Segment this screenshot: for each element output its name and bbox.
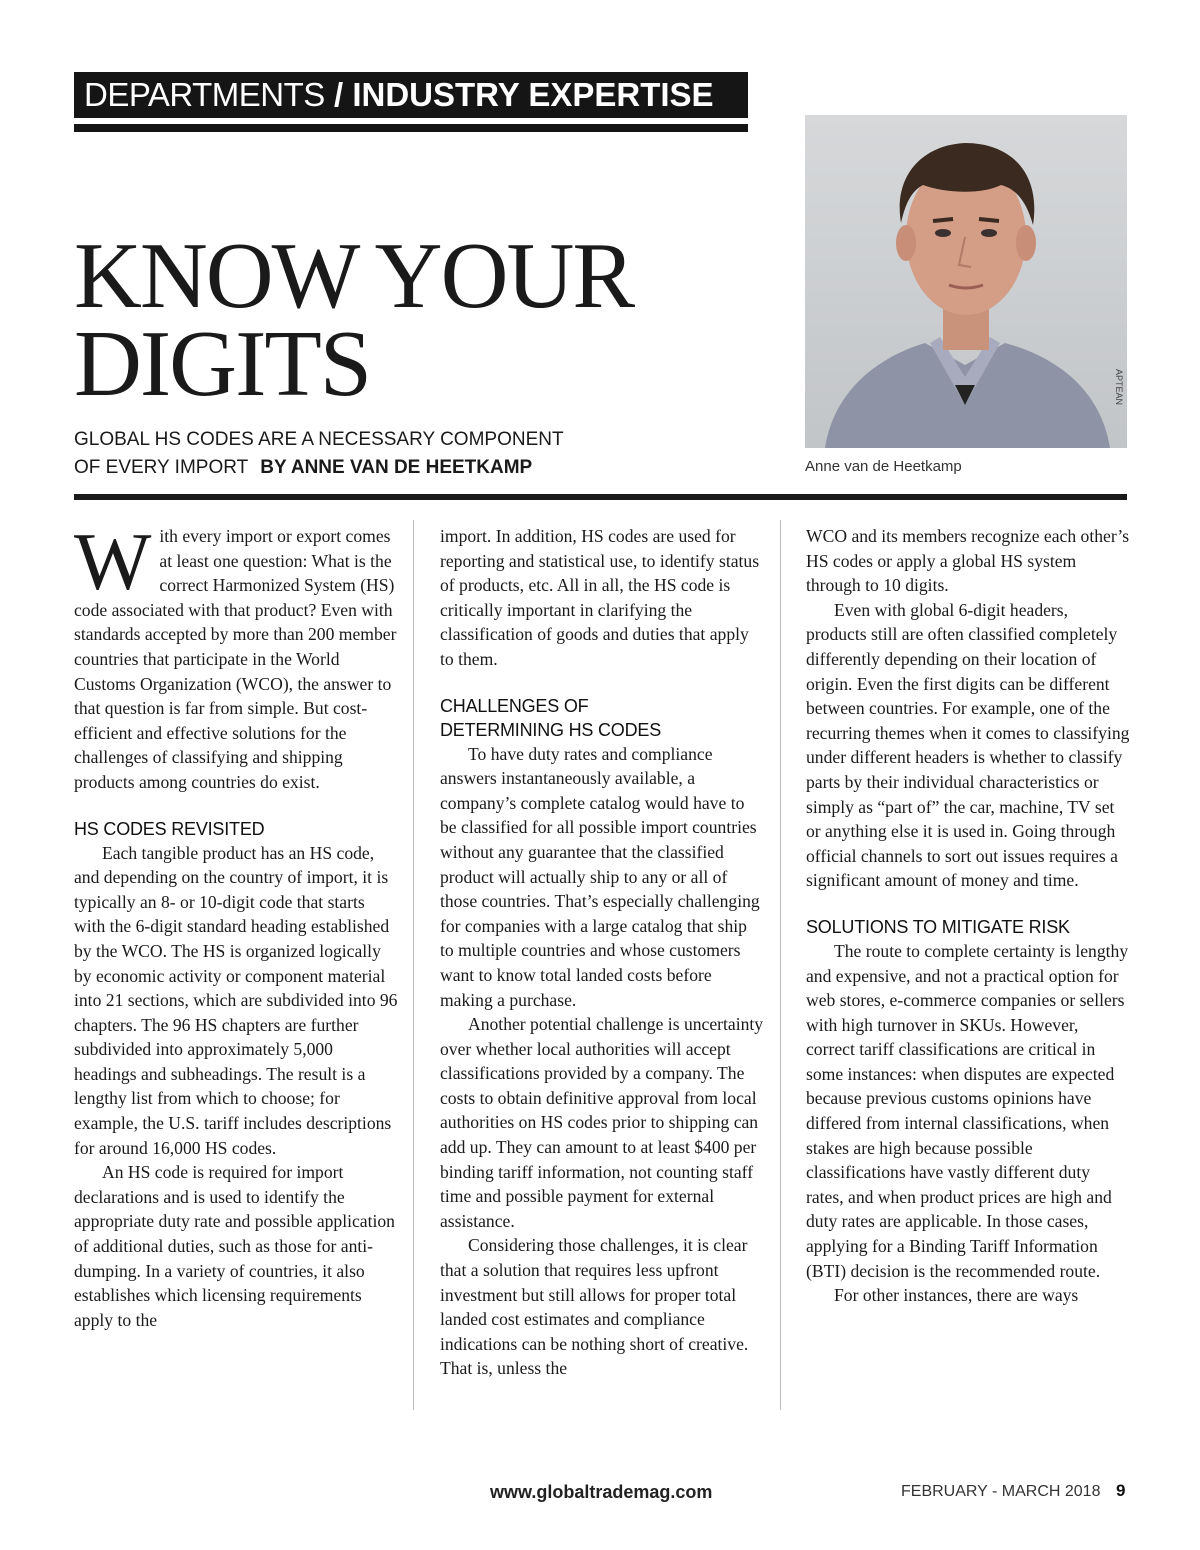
header-rule: [74, 494, 1127, 500]
paragraph: Even with global 6-digit headers, products still are often classified completely differently depending on their location of origin. Even the first digits can be different between countries. For example, one of the recurring themes when it comes to classifying under different headers is whether to classify parts by their individual characteristics or simply as “part of” the car, machine, TV set or anything else it is used in. Going through official channels to sort out issues requires a significant amount of money and time.: [806, 599, 1130, 891]
article-title: [74, 224, 774, 416]
section-heading: CHALLENGES OF DETERMINING HS CODES: [440, 695, 662, 740]
department-separator: /: [324, 76, 353, 113]
title-line-1: KNOW YOUR: [74, 224, 634, 328]
paragraph: Each tangible product has an HS code, and depending on the country of import, it is typically an 8- or 10-digit code that starts with the 6-digit standard heading established by the WCO. The HS is organized logically by economic activity or component material into 21 sections, which are subdivided into 96 chapters. The 96 HS chapters are further subdivided into approximately 5,000 headings and subheadings. The result is a lengthy list from which to choose; for example, the U.S. tariff includes descriptions for around 16,000 HS codes.: [74, 842, 398, 1158]
section-heading: SOLUTIONS TO MITIGATE RISK: [806, 916, 1070, 937]
deck-line-1: GLOBAL HS CODES ARE A NECESSARY COMPONENT: [74, 429, 564, 450]
deck-line-2: OF EVERY IMPORT: [74, 457, 249, 478]
paragraph: An HS code is required for import declarations and is used to identify the appropriate duty rate and possible application of additional duties, such as those for anti-dumping. In a variety of countries, it also establishes which licensing requirements apply to the: [74, 1162, 395, 1330]
drop-cap: W: [74, 516, 152, 607]
title-line-2: DIGITS: [74, 312, 371, 416]
department-label: DEPARTMENTS: [84, 76, 325, 113]
article-deck: [74, 426, 774, 482]
footer-issue-date: FEBRUARY - MARCH 2018: [901, 1483, 1101, 1500]
paragraph: [74, 516, 398, 795]
section-heading: HS CODES REVISITED: [74, 818, 265, 839]
paragraph: The route to complete certainty is lengthy and expensive, and not a practical option for web stores, e-commerce companies or sellers with high turnover in SKUs. However, correct tariff classifications are critical in some instances: when disputes are expected because previous customs opinions have differed from internal classifications, when stakes are high because possible classifications have vastly different duty rates, and when product prices are high and duty rates are applicable. In those cases, applying for a Binding Tariff Information (BTI) decision is the recommended route.: [806, 940, 1129, 1281]
photo-credit: APTEAN: [1114, 368, 1124, 405]
column-2: [440, 524, 764, 1381]
department-rule: [74, 124, 748, 132]
department-banner: [74, 72, 748, 118]
paragraph: WCO and its members recognize each other’s HS codes or apply a global HS system through to 10 digits.: [806, 526, 1130, 596]
department-subsection: INDUSTRY EXPERTISE: [352, 76, 714, 113]
paragraph-text: ith every import or export comes at least one question: What is the correct Harmonized System (HS) code associated with that product? Even with standards accepted by more than 200 member countries that participate in the World Customs Organization (WCO), the answer to that question is far from simple. But cost-efficient and effective solutions for the challenges of classifying and shipping products among countries do exist.: [74, 526, 397, 792]
column-divider: [780, 520, 781, 1410]
paragraph: To have duty rates and compliance answers instantaneously available, a company’s complete catalog would have to be classified for all possible import countries without any guarantee that the classified product will actually ship to any or all of those countries. That’s especially challenging for companies with a large catalog that ship to multiple countries and whose customers want to know total landed costs before making a purchase.: [440, 743, 760, 1010]
paragraph: Considering those challenges, it is clear that a solution that requires less upfront investment but still allows for proper total landed cost estimates and compliance indications can be nothing short of creative. That is, unless the: [440, 1235, 749, 1379]
column-divider: [413, 520, 414, 1410]
paragraph: For other instances, there are ways: [834, 1285, 1079, 1306]
column-3: [806, 524, 1130, 1308]
author-photo: [805, 115, 1127, 448]
paragraph: Another potential challenge is uncertainty over whether local authorities will accept classifications provided by a company. The costs to obtain definitive approval from local authorities on HS codes prior to shipping can add up. They can amount to at least $400 per binding tariff information, not counting staff time and possible payment for external assistance.: [440, 1014, 764, 1231]
author-portrait-illustration: [805, 115, 1127, 448]
byline: BY ANNE VAN DE HEETKAMP: [260, 457, 533, 478]
paragraph: import. In addition, HS codes are used for reporting and statistical use, to identify status of products, etc. All in all, the HS code is critically important in clarifying the classification of goods and duties that apply to them.: [440, 526, 760, 669]
column-1: [74, 516, 398, 1332]
footer-url[interactable]: www.globaltrademag.com: [490, 1482, 713, 1502]
page-number: 9: [1116, 1481, 1126, 1500]
photo-caption: Anne van de Heetkamp: [805, 458, 962, 475]
